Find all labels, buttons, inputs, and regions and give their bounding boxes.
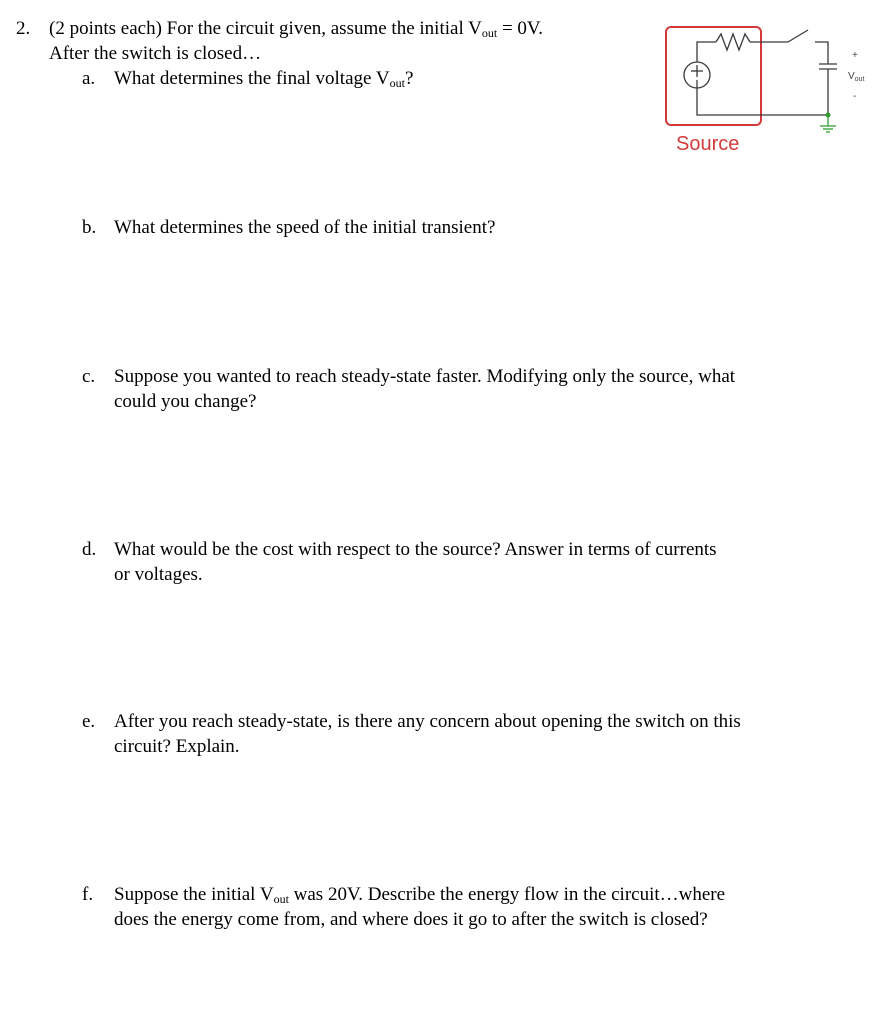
question-e-text-line2: circuit? Explain. (114, 736, 240, 757)
circuit-diagram (660, 20, 885, 160)
intro-sub: out (481, 26, 498, 40)
source-top-wire (697, 42, 716, 62)
switch-to-capacitor-wire (815, 42, 828, 64)
question-a-text (114, 68, 413, 90)
question-a-sub: out (389, 76, 405, 90)
resistor-icon (716, 34, 750, 50)
question-d-text-line1: What would be the cost with respect to the source? Answer in terms of currents (114, 539, 717, 560)
intro-text-b: = 0V. (497, 18, 543, 39)
question-f-text-a: Suppose the initial V (114, 884, 274, 905)
source-label: Source (676, 133, 740, 155)
switch-icon (788, 30, 808, 42)
capacitor-icon (819, 64, 837, 69)
vout-label: $V_{out}$ (848, 71, 865, 83)
question-e-letter: e. (82, 711, 96, 732)
problem-number: 2. (16, 18, 31, 39)
question-b-text: What determines the speed of the initial transient? (114, 217, 496, 238)
question-c-letter: c. (82, 366, 96, 387)
voltage-source-icon (684, 62, 710, 88)
question-d-text-line2: or voltages. (114, 564, 203, 585)
question-f-sub: out (273, 892, 289, 906)
question-f-text-b: was 20V. Describe the energy flow in the circuit…where (288, 884, 726, 905)
question-a-text-a: What determines the final voltage V (114, 68, 390, 89)
question-f-letter: f. (82, 884, 94, 905)
question-d-letter: d. (82, 539, 97, 560)
question-a-letter: a. (82, 68, 96, 89)
problem-intro (49, 18, 543, 40)
problem-intro-line2: After the switch is closed… (49, 43, 262, 64)
question-f-text-line2: does the energy come from, and where does it go to after the switch is closed? (114, 909, 708, 930)
question-f-text-line1 (114, 884, 725, 906)
vout-plus-sign: + (852, 50, 858, 61)
question-e-text-line1: After you reach steady-state, is there any concern about opening the switch on this (114, 711, 741, 732)
intro-text-a: (2 points each) For the circuit given, assume the initial V (49, 18, 482, 39)
question-c-text-line2: could you change? (114, 391, 257, 412)
vout-minus-sign: - (853, 91, 857, 102)
ground-icon (820, 115, 836, 132)
question-c-text-line1: Suppose you wanted to reach steady-state faster. Modifying only the source, what (114, 366, 736, 387)
source-bottom-wire (697, 87, 828, 115)
question-b-letter: b. (82, 217, 97, 238)
question-a-text-b: ? (404, 68, 414, 89)
